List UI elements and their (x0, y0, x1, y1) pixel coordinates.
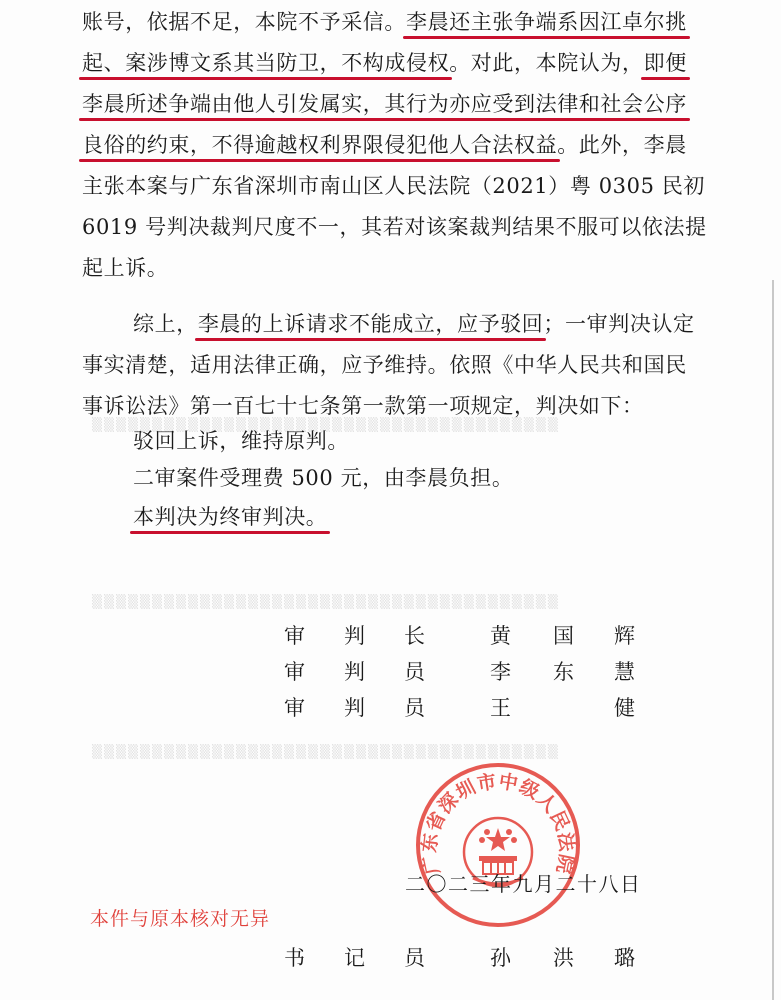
underlined-highlight: 本判决为终审判决。 (133, 505, 328, 529)
signature-title-char: 判 (344, 696, 365, 720)
signature-title-char: 审 (284, 660, 305, 684)
underlined-highlight: 李晨的上诉请求不能成立，应予驳回 (197, 312, 544, 336)
certification-note: 本件与原本核对无异 (90, 908, 271, 930)
paragraph-line (82, 7, 687, 37)
paragraph-line: 事实清楚，适用法律正确，应予维持。依照《中华人民共和国民 (82, 353, 687, 377)
signature-name-char: 东 (553, 660, 574, 684)
signature-title-char: 判 (344, 660, 365, 684)
signature-name-char: 国 (553, 624, 574, 648)
underlined-highlight: 起、案涉博文系其当防卫，不构成侵权 (82, 51, 450, 75)
paragraph-line: 事诉讼法》第一百七十七条第一款第一项规定，判决如下： (82, 394, 644, 418)
underlined-highlight: 即便 (643, 51, 687, 75)
signature-title-char: 书 (284, 946, 305, 970)
text-run: 账号，依据不足，本院不予采信。 (82, 10, 406, 34)
underlined-highlight: 李晨所述争端由他人引发属实，其行为亦应受到法律和社会公序 (82, 92, 687, 116)
text-run: ；一审判决认定 (543, 312, 695, 336)
page-edge-shadow (772, 280, 774, 1000)
bleed-through-text: ▒▒▒▒▒▒▒▒▒▒▒▒▒▒▒▒▒▒▒▒▒▒▒▒▒▒▒▒▒▒▒▒▒▒▒▒▒▒▒ (92, 745, 560, 760)
signature-title-char: 员 (404, 946, 425, 970)
paragraph-line (82, 48, 687, 78)
signature-name-char: 孙 (490, 946, 511, 970)
text-run: 。此外，李晨 (557, 133, 687, 157)
judgment-item: 驳回上诉，维持原判。 (133, 429, 349, 453)
judgment-item (133, 502, 327, 532)
signature-name-char: 洪 (553, 946, 574, 970)
paragraph-line (133, 309, 695, 339)
paragraph-line (82, 89, 687, 119)
signature-name-char: 健 (614, 696, 635, 720)
text-run: 综上， (133, 312, 198, 336)
signature-name-char: 璐 (614, 946, 635, 970)
signature-title-char: 记 (344, 946, 365, 970)
paragraph-line: 6019 号判决裁判尺度不一，其若对该案裁判结果不服可以依法提 (82, 215, 707, 239)
signature-title-char: 判 (344, 624, 365, 648)
signature-name-char: 慧 (614, 660, 635, 684)
underlined-highlight: 良俗的约束，不得逾越权利界限侵犯他人合法权益 (82, 133, 558, 157)
bleed-through-text: ▒▒▒▒▒▒▒▒▒▒▒▒▒▒▒▒▒▒▒▒▒▒▒▒▒▒▒▒▒▒▒▒▒▒▒▒▒▒▒ (92, 595, 560, 610)
court-seal (413, 760, 583, 930)
underlined-highlight: 李晨还主张争端系因江卓尔挑 (406, 10, 687, 34)
bleed-through-text: ▒▒▒▒▒▒▒▒▒▒▒▒▒▒▒▒▒▒▒▒▒▒▒▒▒▒▒▒▒▒▒▒▒▒▒▒▒▒▒ (92, 418, 560, 433)
signature-row-presiding-judge (278, 620, 638, 650)
seal-text: 广东省深圳市中级人民法院 (418, 770, 578, 877)
signature-name-char: 李 (490, 660, 511, 684)
signature-name-char: 辉 (614, 624, 635, 648)
signature-row-judge (278, 692, 638, 722)
signature-name-char: 王 (490, 696, 511, 720)
text-run: 。对此，本院认为， (449, 51, 644, 75)
signature-title-char: 审 (284, 624, 305, 648)
signature-title-char: 审 (284, 696, 305, 720)
paragraph-line: 主张本案与广东省深圳市南山区人民法院（2021）粤 0305 民初 (82, 174, 706, 198)
paragraph-line: 起上诉。 (82, 256, 169, 280)
judgment-item: 二审案件受理费 500 元，由李晨负担。 (133, 466, 514, 490)
signature-name-char: 黄 (490, 624, 511, 648)
signature-title-char: 员 (404, 696, 425, 720)
judgment-date: 二〇二三年九月二十八日 (405, 872, 642, 896)
signature-title-char: 长 (404, 624, 425, 648)
signature-row-clerk (278, 942, 638, 972)
signature-row-judge (278, 656, 638, 686)
paragraph-line (82, 130, 687, 160)
signature-title-char: 员 (404, 660, 425, 684)
